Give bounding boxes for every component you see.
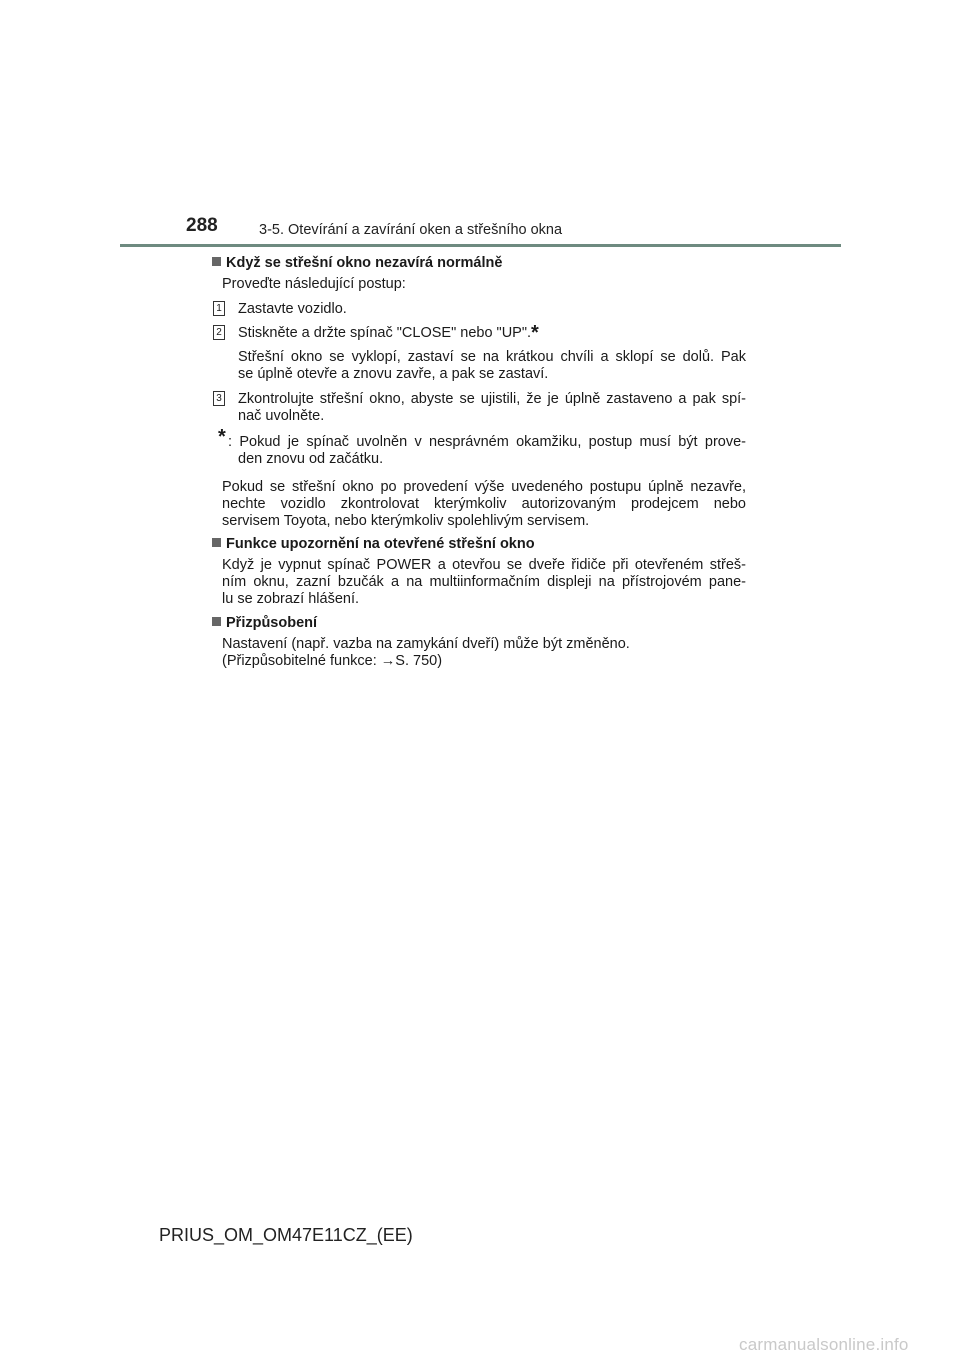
step-text-2 bbox=[238, 322, 746, 344]
footnote-star: * bbox=[218, 426, 226, 448]
step-number-2: 2 bbox=[213, 325, 225, 340]
bullet-square-icon bbox=[212, 538, 221, 547]
section-title: 3-5. Otevírání a zavírání oken a střešního okna bbox=[259, 222, 563, 238]
footnote-line: den znovu od začátku. bbox=[238, 451, 384, 467]
step-number-3: 3 bbox=[213, 391, 225, 406]
outro-line: Pokud se střešní okno po provedení výše uvedeného postupu úplně nezavře, bbox=[222, 479, 746, 495]
heading-text: Funkce upozornění na otevřené střešní okno bbox=[226, 536, 535, 552]
warning-line: ním oknu, zazní bzučák a na multiinformačním displeji na přístrojovém pane- bbox=[222, 574, 746, 590]
heading-customization bbox=[212, 615, 317, 632]
step-2-detail-line: se úplně otevře a znovu zavře, a pak se zastaví. bbox=[238, 366, 549, 382]
customization-line: (Přizpůsobitelné funkce: →S. 750) bbox=[222, 653, 443, 669]
warning-text bbox=[222, 557, 746, 608]
intro-line: Proveďte následující postup: bbox=[222, 276, 406, 292]
step-3-line: Zkontrolujte střešní okno, abyste se ujistili, že je úplně zastaveno a pak spí- bbox=[238, 391, 746, 407]
heading-text: Přizpůsobení bbox=[226, 615, 318, 631]
heading-sunroof-not-closing bbox=[212, 255, 502, 272]
watermark: carmanualsonline.info bbox=[739, 1335, 909, 1354]
page-number: 288 bbox=[186, 215, 218, 236]
warning-line: Když je vypnut spínač POWER a otevřou se dveře řidiče při otevřeném střeš- bbox=[222, 557, 746, 573]
document-code: PRIUS_OM_OM47E11CZ_(EE) bbox=[159, 1225, 413, 1245]
header-rule bbox=[120, 244, 841, 247]
footnote-star: * bbox=[531, 322, 539, 344]
warning-line: lu se zobrazí hlášení. bbox=[222, 591, 360, 607]
bullet-square-icon bbox=[212, 617, 221, 626]
outro-text bbox=[222, 479, 746, 530]
outro-line: nechte vozidlo zkontrolovat kterýmkoliv autorizovaným prodejcem nebo bbox=[222, 496, 746, 512]
step-3-line: nač uvolněte. bbox=[238, 408, 325, 424]
outro-line: servisem Toyota, nebo kterýmkoliv spolehlivým servisem. bbox=[222, 513, 590, 529]
step-2-detail-line: Střešní okno se vyklopí, zastaví se na krátkou chvíli a sklopí se dolů. Pak bbox=[238, 349, 746, 365]
step-2-line: Stiskněte a držte spínač "CLOSE" nebo "UP". bbox=[238, 325, 532, 341]
step-text-3 bbox=[238, 391, 746, 425]
bullet-square-icon bbox=[212, 257, 221, 266]
intro-text bbox=[222, 276, 746, 293]
heading-open-sunroof-warning bbox=[212, 536, 535, 553]
customization-text bbox=[222, 636, 746, 670]
footnote-text bbox=[228, 434, 746, 468]
step-number-1: 1 bbox=[213, 301, 225, 316]
step-text-1: Zastavte vozidlo. bbox=[238, 301, 347, 317]
heading-text: Když se střešní okno nezavírá normálně bbox=[226, 255, 503, 271]
customization-line: Nastavení (např. vazba na zamykání dveří) může být změněno. bbox=[222, 636, 630, 652]
footnote-line: : Pokud je spínač uvolněn v nesprávném okamžiku, postup musí být prove- bbox=[228, 434, 746, 450]
step-2-detail bbox=[238, 349, 746, 383]
